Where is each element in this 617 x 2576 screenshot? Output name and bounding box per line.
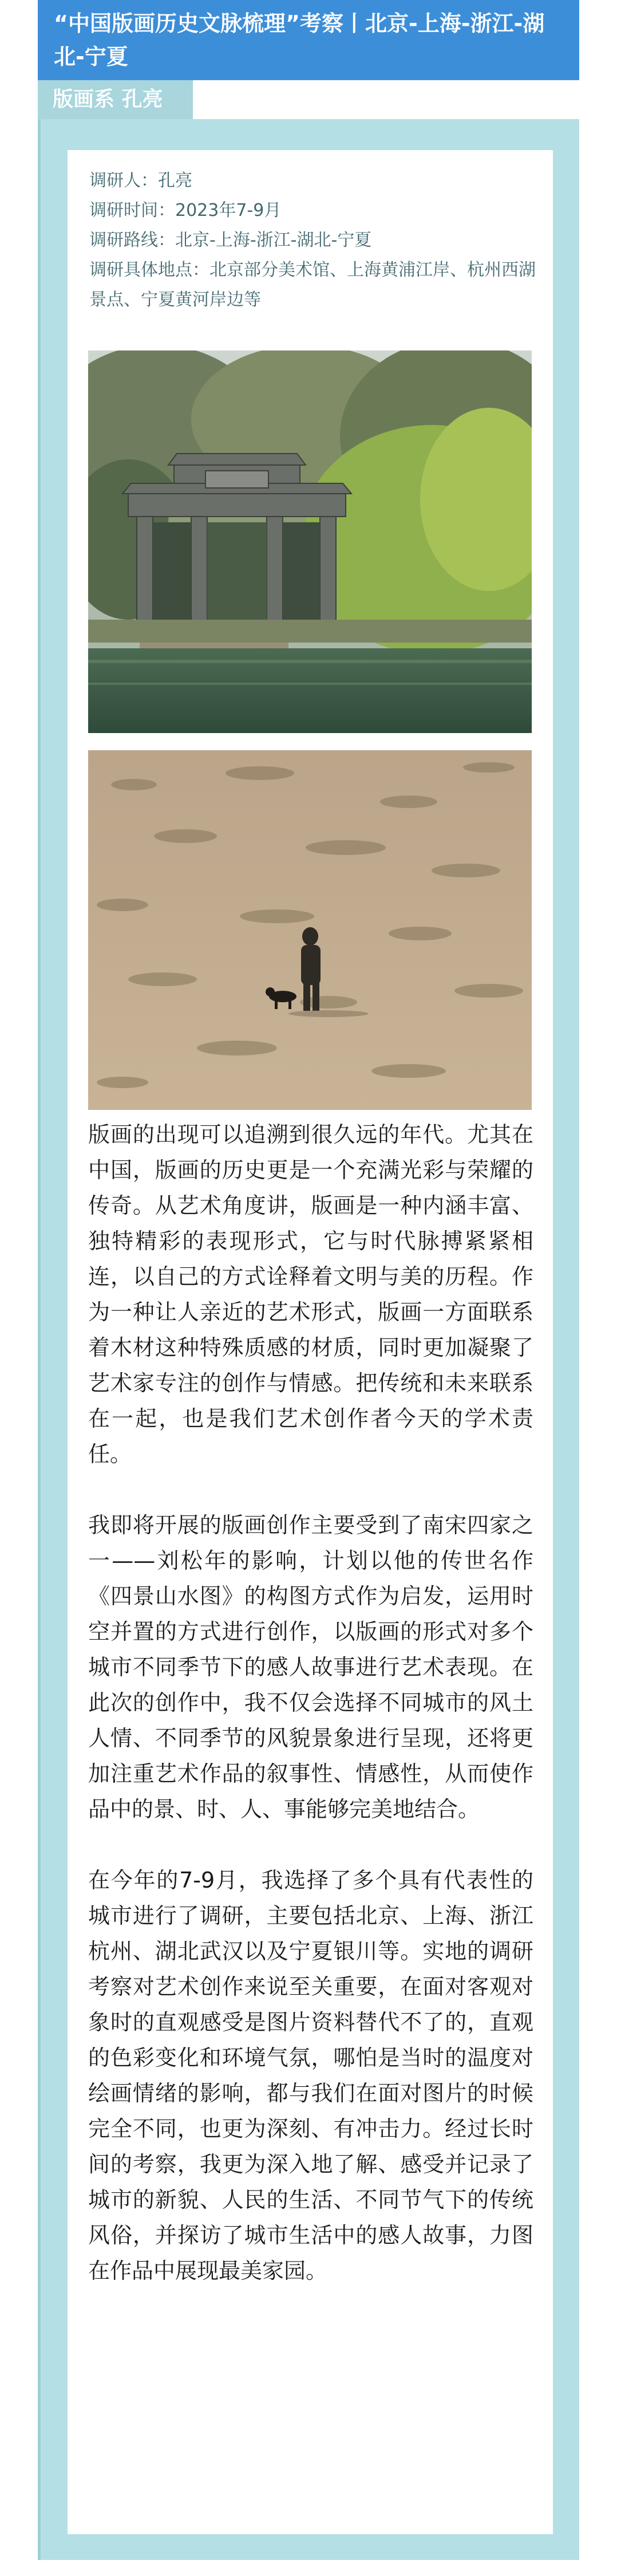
photo-stone-archway-lake (88, 350, 532, 733)
paragraph-creation-plan: 我即将开展的版画创作主要受到了南宋四家之一——刘松年的影响，计划以他的传世名作《四景山水图》的构图方式作为启发，运用时空并置的方式进行创作，以版画的形式对多个城市不同季节下的感人故事进行艺术表现。在此次的创作中，我不仅会选择不同城市的风土人情、不同季节的风貌景象进行呈现，还将更加注重艺术作品的叙事性、情感性，从而使作品中的景、时、人、事能够完美地结合。 (88, 1512, 533, 1822)
research-route-line: 调研路线：北京-上海-浙江-湖北-宁夏 (89, 230, 372, 250)
researcher-line: 调研人：孔亮 (89, 171, 192, 191)
photo-desert-man-dog (88, 750, 532, 1110)
desert-image (88, 750, 532, 1110)
department-author-tag: 版画系 孔亮 (38, 80, 193, 119)
paragraph-history: 版画的出现可以追溯到很久远的年代。尤其在中国，版画的历史更是一个充满光彩与荣耀的传奇。从艺术角度讲，版画是一种内涵丰富、独特精彩的表现形式，它与时代脉搏紧紧相连，以自己的方式诠释着文明与美的历程。作为一种让人亲近的艺术形式，版画一方面联系着木材这种特殊质感的材质，同时更加凝聚了艺术家专注的创作与情感。把传统和未来联系在一起，也是我们艺术创作者今天的学术责任。 (88, 1122, 533, 1467)
paragraph-field-research: 在今年的7-9月，我选择了多个具有代表性的城市进行了调研，主要包括北京、上海、浙江杭州、湖北武汉以及宁夏银川等。实地的调研考察对艺术创作来说至关重要，在面对客观对象时的直观感受是图片资料替代不了的，直观的色彩变化和环境气氛，哪怕是当时的温度对绘画情绪的影响，都与我们在面对图片的时候完全不同，也更为深刻、有冲击力。经过长时间的考察，我更为深入地了解、感受并记录了城市的新貌、人民的生活、不同节气下的传统风俗，并探访了城市生活中的感人故事，力图在作品中展现最美家园。 (88, 1868, 533, 2283)
research-meta (89, 166, 541, 315)
article-body (88, 1117, 533, 2289)
research-locations-line: 调研具体地点：北京部分美术馆、上海黄浦江岸、杭州西湖景点、宁夏黄河岸边等 (89, 260, 536, 310)
archway-lake-image (88, 350, 532, 733)
research-time-line: 调研时间：2023年7-9月 (89, 200, 282, 220)
article-title: “中国版画历史文脉梳理”考察丨北京-上海-浙江-湖北-宁夏 (38, 0, 579, 80)
